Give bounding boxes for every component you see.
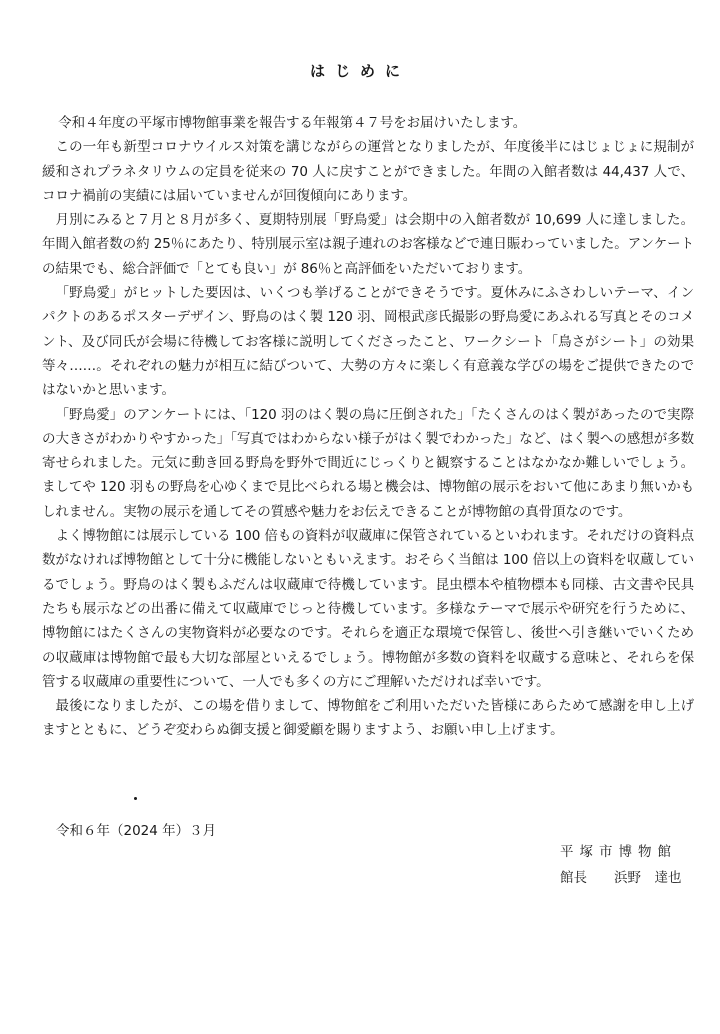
paragraph-monthly-visitors: 月別にみると７月と８月が多く、夏期特別展「野鳥愛」は会期中の入館者数が 10,699 人に達しました。年間入館者数の約 25％にあたり、特別展示室は親子連れのお客様などで連日賑わっていました。アンケートの結果でも、総合評価で「とても良い」が 86％と高評価をいただいております。: [42, 212, 694, 277]
paragraph-intro: 令和４年度の平塚市博物館事業を報告する年報第４７号をお届けいたします。: [58, 115, 527, 131]
organization-name: 平塚市博物館: [560, 844, 677, 860]
director-signature: 館長 浜野 達也: [560, 870, 682, 886]
paragraph-covid-operations: この一年も新型コロナウイルス対策を講じながらの運営となりましたが、年度後半にはじょじょに規制が緩和されプラネタリウムの定員を従来の 70 人に戻すことができました。年間の入館者数は 44,437 人で、コロナ禍前の実績には届いていませんが回復傾向にあります。: [42, 139, 694, 204]
paragraph-survey-feedback: 「野鳥愛」のアンケートには、「120 羽のはく製の鳥に圧倒された」「たくさんのはく製があったので実際の大きさがわかりやすかった」「写真ではわからない様子がはく製でわかった」など、はく製への感想が多数寄せられました。元気に動き回る野鳥を野外で間近にじっくりと観察することはなかなか難しいでしょう。ましてや 120 羽もの野鳥を心ゆくまで見比べられる場と機会は、博物館の展示をおいて他にあまり無いかもしれません。実物の展示を通してその質感や魅力をお伝えできることが博物館の真骨頂なのです。: [42, 406, 694, 520]
paragraph-exhibition-success: 「野鳥愛」がヒットした要因は、いくつも挙げることができそうです。夏休みにふさわしいテーマ、インパクトのあるポスターデザイン、野鳥のはく製 120 羽、岡根武彦氏撮影の野鳥愛にあふれる写真とそのコメント、及び同氏が会場に待機してお客様に説明してくださったこと、ワークシート「鳥さがシート」の効果等々……。それぞれの魅力が相互に結びついて、大勢の方々に楽しく有意義な学びの場をご提供できたのではないかと思います。: [42, 285, 694, 399]
paragraph-closing: 最後になりましたが、この場を借りまして、博物館をご利用いただいた皆様にあらためて感謝を申し上げますとともに、どうぞ変わらぬ御支援と御愛顧を賜りますよう、お願い申し上げます。: [42, 698, 694, 739]
paragraph-collection-storage: よく博物館には展示している 100 倍もの資料が収蔵庫に保管されているといわれます。それだけの資料点数がなければ博物館として十分に機能しないともいえます。おそらく当館は 100 倍以上の資料を収蔵しているでしょう。野鳥のはく製もふだんは収蔵庫で待機しています。昆虫標本や植物標本も同様、古文書や民具たちも展示などの出番に備えて収蔵庫でじっと待機しています。多様なテーマで展示や研究を行うために、博物館にはたくさんの実物資料が必要なのです。それらを適正な環境で保管し、後世へ引き継いでいくための収蔵庫は博物館で最も大切な部屋といえるでしょう。博物館が多数の資料を収蔵する意味と、それらを保管する収蔵庫の重要性について、一人でも多くの方にご理解いただければ幸いです。: [42, 528, 694, 690]
body-text: [42, 111, 694, 743]
page-title: はじめに: [309, 62, 410, 80]
document-date: 令和６年（2024 年）３月: [56, 823, 217, 839]
stray-dot: [134, 797, 137, 800]
